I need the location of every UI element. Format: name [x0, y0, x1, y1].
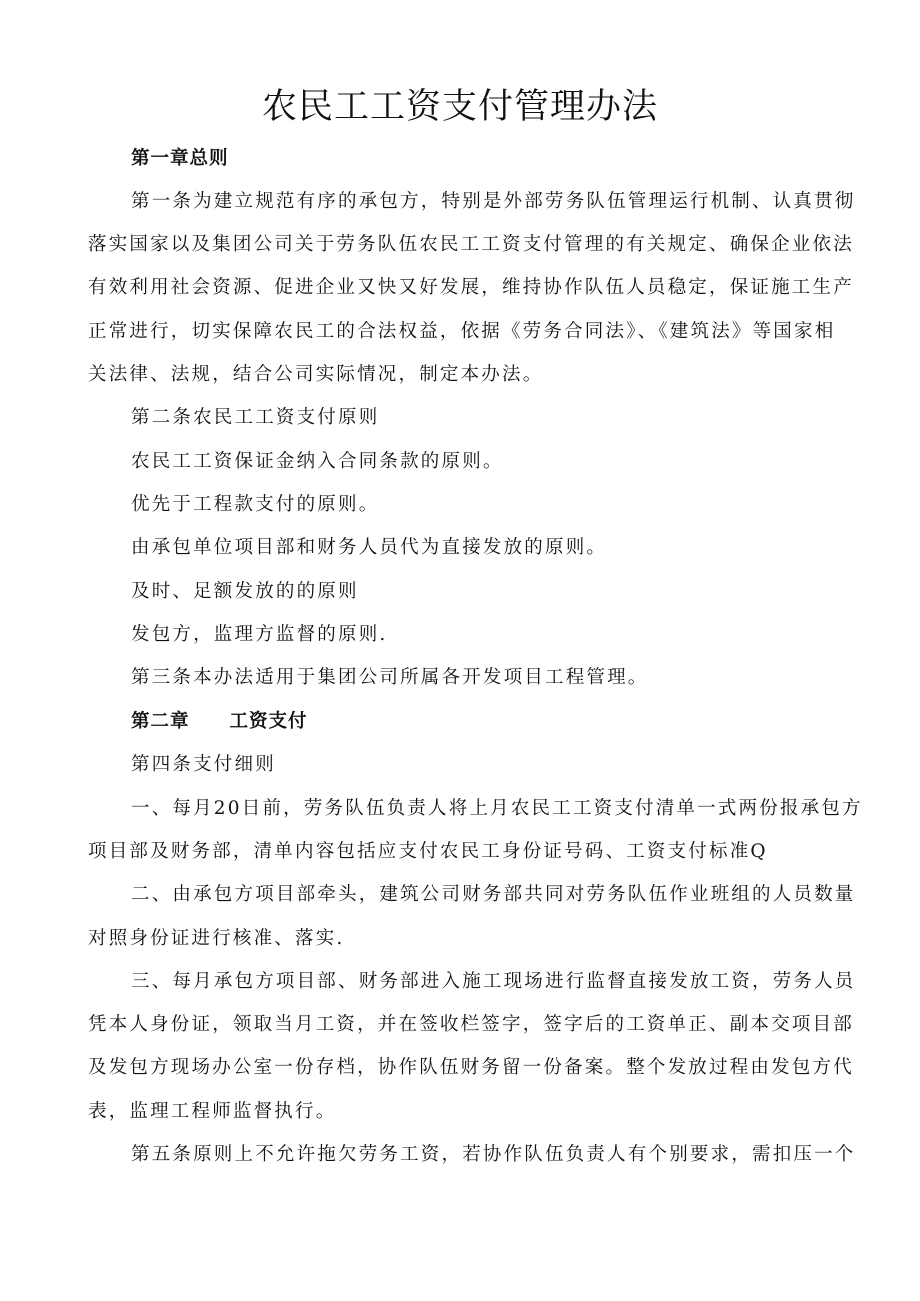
article-1-line: 第一条为建立规范有序的承包方，特别是外部劳务队伍管理运行机制、认真贯彻	[131, 191, 856, 212]
item-2-line: 二、由承包方项目部牵头，建筑公司财务部共同对劳务队伍作业班组的人员数量	[131, 884, 856, 905]
item-3-line: 三、每月承包方项目部、财务部进入施工现场进行监督直接发放工资，劳务人员	[131, 971, 856, 992]
article-1-line: 有效利用社会资源、促进企业又快又好发展，维持协作队伍人员稳定，保证施工生产	[88, 277, 854, 298]
article-4-heading: 第四条支付细则	[131, 754, 276, 775]
principle-item: 及时、足额发放的的原则	[131, 581, 359, 602]
document-title: 农民工工资支付管理办法	[261, 87, 658, 127]
principle-item: 农民工工资保证金纳入合同条款的原则。	[131, 451, 504, 472]
article-1-line: 关法律、法规，结合公司实际情况，制定本办法。	[88, 364, 544, 385]
principle-item: 优先于工程款支付的原则。	[131, 494, 380, 515]
item-3-line: 凭本人身份证，领取当月工资，并在签收栏签字，签字后的工资单正、副本交项目部	[88, 1014, 854, 1035]
article-3: 第三条本办法适用于集团公司所属各开发项目工程管理。	[131, 667, 649, 688]
article-2-heading: 第二条农民工工资支付原则	[131, 407, 380, 428]
principle-item: 由承包单位项目部和财务人员代为直接发放的原则。	[131, 537, 608, 558]
article-5-line: 第五条原则上不允许拖欠劳务工资，若协作队伍负责人有个别要求，需扣压一个	[131, 1144, 856, 1165]
principle-item: 发包方，监理方监督的原则.	[131, 624, 388, 645]
item-3-line: 及发包方现场办公室一份存档，协作队伍财务留一份备案。整个发放过程由发包方代	[88, 1057, 854, 1078]
chapter-2-name: 工资支付	[229, 711, 308, 732]
chapter-1-heading: 第一章总则	[131, 148, 229, 169]
article-1-line: 正常进行，切实保障农民工的合法权益，依据《劳务合同法》、《建筑法》等国家相	[88, 321, 836, 342]
chapter-2-heading	[131, 709, 308, 735]
item-3-line: 表，监理工程师监督执行。	[88, 1101, 337, 1122]
item-2-line: 对照身份证进行核准、落实.	[88, 928, 345, 949]
item-1-line: 项目部及财务部，清单内容包括应支付农民工身份证号码、工资支付标准Q	[88, 841, 768, 862]
item-1-line: 一、每月20日前，劳务队伍负责人将上月农民工工资支付清单一式两份报承包方	[131, 798, 863, 819]
article-1-line: 落实国家以及集团公司关于劳务队伍农民工工资支付管理的有关规定、确保企业依法	[88, 234, 854, 255]
chapter-2-number: 第二章	[131, 711, 190, 732]
